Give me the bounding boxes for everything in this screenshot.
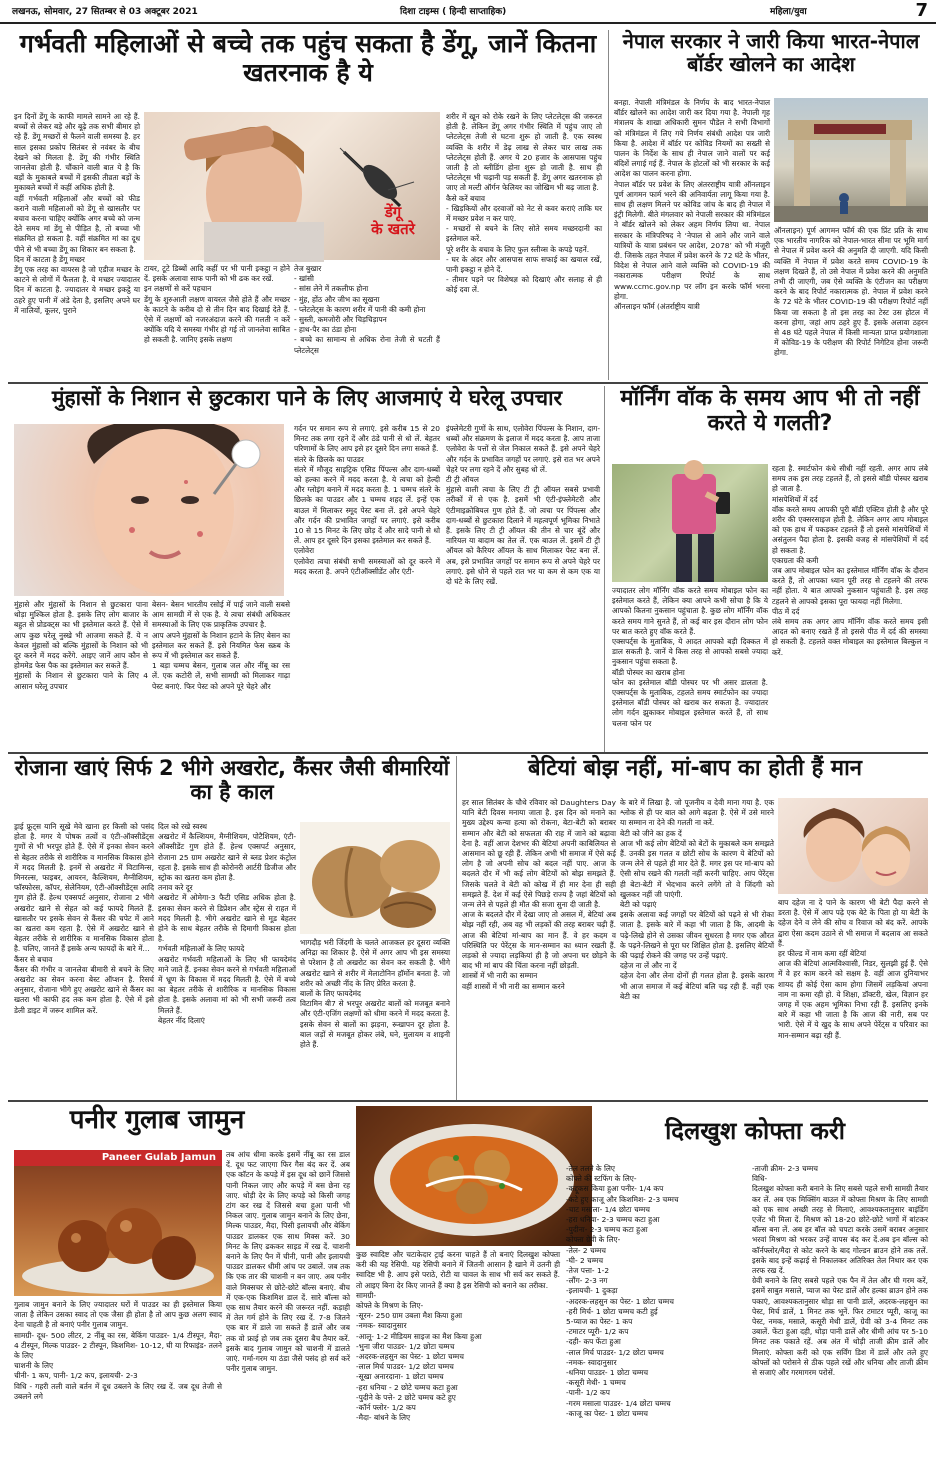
walnut-photo [300,822,450,934]
walk-column-1: ज्यादातर लोग मॉर्निंग वॉक करते समय मोबाइल फोन का इस्तेमाल करते हैं, लेकिन क्या आपने कभी सोचा है कि ये आपको कितना नुकसान पहुंचाता है. कुछ लोग मॉर्निंग वॉक करते समय गाने सुनते हैं, तो कई बार इस दौरान लोग फोन पर बात करते हुए वॉक करते हैं. एक्सपर्ट्स के मुताबिक, ये आदत आपको बड़ी दिक्कत में डाल सकती है. जानें ये किस तरह से आपको सबसे ज्यादा नुकसान पहुंचा सकता है. बॉडी पोस्चर का खराब होना फोन का इस्तेमाल बॉडी पोस्चर पर भी असर डालता है. एक्सपर्ट्स के मुताबिक, टहलते समय स्मार्टफोन का ज्यादा इस्तेमाल बॉडी पोस्चर को खराब कर सकता है. ज्यादातर लोग गर्दन झुकाकर मोबाइल इस्तेमाल करते हैं, तो साथ चलना फोन पर [612,586,768,728]
dengue-column-3: तेज बुखार - खांसी - सांस लेने में तकलीफ होना - मुंह, होंठ और जीभ का सूखना - प्लेटलेट्स के कारण शरीर में पानी की कमी होना - सुस्ती, कमजोरी और चिड़चिड़ापन - हाथ-पैर का ठंडा होना - बच्चे का सामान्य से अधिक रोना तेजी से घटती हैं प्लेटलेट्स [294,264,440,355]
walnut-illustration [300,822,450,934]
kofta-curry-photo [356,1106,592,1246]
daughters-column-3: बाप दहेज ना दे पाने के कारण भी बेटी पैदा करने से डरता है. ऐसे में आप पढ़े एक बेटे के पिता हो या बेटी के दहेज देने व लेने की सोच व रिवाज को बंद करें. आपके द्वारा ऐसा कदम उठाने से भी समाज में बदलाव आ सकते हैं. हर फील्ड में नाम कमा रहीं बेटियां आज की बेटियां आत्मविश्वासी, निडर, सुलझी हुई हैं. ऐसे में वे हर काम करने को सक्षम है. वहीं आज दुनियाभर शायद ही कोई ऐसा काम होगा जिसमें लड़कियां अपना नाम ना कमा रही हो. ये शिक्षा, डॉक्टरी, खेल, विज्ञान हर जगह में एक अहम भूमिका निभा रही हैं. इसलिए इनके बारे में कहा भी जाता है कि आज की नारी, सब पर भारी. ऐसे में ये खुद के साथ अपने पेरेंट्स व परिवार का मान-सम्मान बढ़ा रही हैं. [778,898,928,1040]
gulab-jamun-illustration [14,1166,222,1296]
pimples-headline: मुंहासों के निशान से छुटकारा पाने के लिए आजमाएं ये घरेलू उपचार [51,386,563,410]
dengue-headline: गर्भवती महिलाओं से बच्चे तक पहुंच सकता है डेंगू, जानें कितना खतरनाक है ये [19,29,597,87]
dengue-photo [144,112,440,260]
nepal-column-2: ऑनलाइन) पूर्ण आगमन फॉर्म की एक प्रिंट प्रति के साथ एक भारतीय नागरिक को नेपाल-भारत सीमा पर भूमि मार्ग से नेपाल में प्रवेश करने की अनुमति दी जाएगी. यदि किसी व्यक्ति में नेपाल में प्रवेश करते समय COVID-19 के लक्षण दिखते हैं, तो उसे नेपाल में प्रवेश करने की अनुमति तभी दी जाएगी, जब ऐसे व्यक्ति के एंटीजन का परीक्षण करने के बाद रिपोर्ट नकारात्मक हो. नेपाल में प्रवेश करने के 72 घंटे के भीतर COVID-19 की परीक्षण रिपोर्ट नहीं किया जा सकता है तो इस तरह का टेस्ट उस होटल में करना होगा, जहां आप ठहरे हुए हैं. इसके अलावा ठहरन से 48 घंटे पहले नेपाल में किसी मान्यता प्राप्त प्रयोगशाला में कोविड-19 के परीक्षण की रिपोर्ट निगेटिव होना जरूरी होगा. [774,226,928,358]
section-divider [8,1100,928,1102]
walnut-column-1: ड्राई फ्रूट्स यानि सूखे मेवे खाना हर किसी को पसंद होता है. मगर ये पोषक तत्वों व एंटी-ऑक्सीडेंट्स गुणों से भी भरपूर होते हैं. ऐसे में इनका सेवन करने से बेहतर तरीके से शारीरिक व मानसिक विकास होने में मदद मिलती है. इनमें से अखरोट में विटामिन्स, मिनरल्स, फाइबर, आयरन, कैल्शियम, मैग्नीशियम, फॉस्फोरस, कॉपर, सेलेनियम, एंटी-ऑक्सीडेंट्स आदि गुण होते हैं. हेल्थ एक्सपर्ट अनुसार, रोजाना 2 भीगे अखरोट खाने से सेहत को कई फायदे मिलते हैं. खासतौर पर इसके सेवन से कैंसर की चपेट में आने का खतरा कम रहता है. ऐसे में अखरोट खाने से बेहतर तरीके से शारीरिक व मानसिक विकास होता है. चलिए, जानते हैं इसके अन्य फायदों के बारे में... कैंसर से बचाव कैंसर की गंभीर व जानलेवा बीमारी से बचने के लिए अखरोट का सेवन करना बेस्ट ऑप्शन है. रिसर्च अनुसार, रोजाना भीगे हुए अखरोट खाने से कैंसर का खतरा भी काफी हद तक कम होता है. ऐसे में इसे डेली डाइट में जरूर शामिल करें. [14,822,154,1015]
nepal-column-1: बनहा. नेपाली मंत्रिमंडल के निर्णय के बाद भारत-नेपाल बॉर्डर खोलने का आदेश जारी कर दिया गया है. नेपाली गृह मंत्रालय के शाखा अधिकारी सुमन पौडेल ने सभी विभागों को मंत्रिमंडल में लिए गये निर्णय संबंधी आदेश पत्र जारी किया है. आदेश में बॉर्डर पर कोविड नियमों का सख्ती से पालन के निर्देश के साथ ही नेपाल जाने वालों पर कई बंदिशें लगाई गई हैं. नेपाल के होटलों को भी सरकार के कई आदेश का पालन करना होगा. नेपाल बॉर्डर पर प्रवेश के लिए अंतरराष्ट्रीय यात्री ऑनलाइन पूर्ण आगमन फार्म भरने की अनिवार्यता लागू किया गया है. साथ ही लक्षण मिलने पर कोविड जांच के बाद ही नेपाल में इंट्री मिलेगी. बीते मंगलवार को नेपाली सरकार की मंत्रिमंडल ने बॉर्डर खोलने को लेकर अहम निर्णय लिया था. नेपाल सरकार के मंत्रिपरिषद ने ‘नेपाल से आने और जाने वाले यात्रियों के यात्रा प्रबंधन पर आदेश, 2078’ को भी मंजूरी दी. जिसके तहत नेपाल में प्रवेश करने के 72 घंटे के भीतर, विदेश से नेपाल आने वाले व्यक्ति को COVID-19 की नकारात्मक परीक्षण रिपोर्ट के साथ www.ccmc.gov.np पर लॉग इन करके फॉर्म भरना होगा. ऑनलाइन फॉर्म (अंतर्राष्ट्रीय यात्री [614,98,770,312]
section-divider [8,752,928,754]
column-divider [456,756,457,1100]
woman-face-illustration [14,424,284,596]
column-divider [608,30,609,380]
paneer-column-2-top: तब आंच धीमा करके इसमें नींबू का रस डाल दें. दूध फट जाएगा फिर गैस बंद कर दें. अब एक कॉटन के कपड़े में इस दूध को छानें जिससे पानी निकल जाए और कपड़े में बस छेना रह जाए. थोड़ी देर के लिए कपड़े को किसी जगह टांग कर रख दें जिससे बचा हुआ पानी भी निकल जाए. गुलाब जामुन बनाने के लिए छेना, मिल्क पाउडर, मैदा, पिसी इलायची और बेकिंग पाउडर डालकर एक साथ मिक्स करें. 30 मिनट के लिए ढककर साइड में रख दें. चाशनी बनाने के लिए पैन में चीनी, पानी और इलायची पाउडर डालकर धीमी आंच पर उबालें. जब तक कि एक तार की चाशनी न बन जाए. अब पनीर वाले मिक्सचर से छोटे-छोटे बॉल्स बनाएं. बीच में एक-एक किशमिश डाल दें. सारे बॉल्स को एक साथ तैयार करने की जरूरत नहीं. कड़ाही में तेल गर्म होने के लिए रख दें. 7-8 जितने एक बार में डाले जा सकते हैं डालें और जब तक वो फ्राई हो जब तक दूसरा बैच तैयार करें. इसके बाद गुलाब जामुन को चाशनी में डालते जाएं. गर्मा-गरम या ठंडा जैसे पसंद हो सर्व करें पनीर गुलाब जामुन. [226,1150,350,1374]
pimples-column-3: गर्दन पर समान रूप से लगाएं. इसे करीब 15 से 20 मिनट तक लगा रहने दें और ठंडे पानी से धो लें. बेहतर परिणामों के लिए आप इसे हर दूसरे दिन लगा सकते हैं. संतरे के छिलके का पाउडर संतरे में मौजूद साइट्रिक एसिड पिंपल्स और दाग-धब्बों को हल्का करने में मदद करता है. ये त्वचा को हेल्दी और ग्लोइंग बनाने में मदद करता है. 1 चम्मच संतरे के छिलके का पाउडर और 1 चम्मच शहद लें. इन्हें एक बाउल में मिलाकर स्मूद पेस्ट बना लें. इसे अपने चेहरे और गर्दन की प्रभावित जगहों पर लगाएं. इसे करीब 10 से 15 मिनट के लिए छोड़ दें और सादे पानी से धो लें. आप हर दूसरे दिन इसका इस्तेमाल कर सकते हैं. एलोवेरा एलोवेरा त्वचा संबंधी सभी समस्याओं को दूर करने में मदद करता है. अपने एंटीऑक्सीडेंट और एंटी- [294,424,440,576]
kofta-column-1: कुछ स्वादिष्ट और चटाकेदार ट्राई करना चाहते हैं तो बनाएं दिलखुश कोफ्ता करी की यह रेसिपी. यह रेसिपी बनाने में जितनी आसान है खाने में उतनी ही स्वादिष्ट भी है. आप इसे पराठे, रोटी या चावल के साथ भी सर्व कर सकते हैं. तो आइए बिना देर किए जानते हैं क्या है इस रेसिपी को बनाने का तरीका. सामग्री- कोफ्ते के मिश्रण के लिए- -सूरन- 250 ग्राम उबला मैश किया हुआ -नमक- स्वादानुसार -आलू- 1-2 मीडियम साइज का मैश किया हुआ -भुना जीरा पाउडर- 1/2 छोटा चम्मच -अदरक-लहसुन का पेस्ट- 1 छोटा चम्मच -लाल मिर्च पाउडर- 1/2 छोटा चम्मच -सूखा अनारदाना- 1 छोटा चम्मच -हरा धनिया - 2 छोटे चम्मच कटा हुआ -पुदीने के पत्ते- 2 छोटे चम्मच कटे हुए -कॉर्न फ्लोर- 1/2 कप -मैदा- बांधने के लिए [356,1250,560,1423]
runner-illustration [612,464,768,582]
walnut-column-2: दिल को रखे स्वस्थ अखरोट में कैल्शियम, मैग्नीशियम, पोटैशियम, एंटी-ऑक्सीडेंट गुण होते हैं. हेल्थ एक्सपर्ट अनुसार, रोजाना 25 ग्राम अखरोट खाने से ब्लड प्रेशर कंट्रोल रहता है. इसके साथ ही कोरोनरी आर्टरी डिजीज और स्ट्रोक का खतरा कम होता है. तनाव करे दूर अखरोट में ओमेगा-3 फैटी एसिड अधिक होता है. इसका सेवन करने से डिप्रेशन और स्ट्रेस से राहत में मदद मिलती है. भीगे अखरोट खाने से मूड बेहतर होने के साथ बेहतर तरीके से दिमागी विकास होता है. गर्भवती महिलाओं के लिए फायदे अखरोट गर्भवती महिलाओं के लिए भी फायदेमंद माने जाते हैं. इनका सेवन करने से गर्भवती महिलाओं में भ्रूण के विकास में मदद मिलती है. ऐसे में बच्चे का बेहतर तरीके से शारीरिक व मानसिक विकास होता है. इसके अलावा मां को भी सभी जरूरी तत्व मिलते हैं. बेहतर नींद दिलाएं [158,822,296,1025]
kofta-column-2: -तेल तलने के लिए कोफ्ते की स्टफिंग के लिए- -कद्दूकस किया हुआ पनीर- 1/4 कप -कटे हुए काजू और किशमिश- 2-3 चम्मच -चाट मसाला- 1/4 छोटा चम्मच -हरा धनिया- 2-3 चम्मच कटा हुआ -पुदीना- 2-3 चम्मच कटा हुआ कोफ्ता ग्रेवी के लिए- -तेल- 2 चम्मच -घी- 2 चम्मच -तेज पत्ता- 1-2 -लौंग- 2-3 नग -इलायची- 1 दुकड़ा -अदरक-लहसुन का पेस्ट- 1 छोटा चम्मच -हरी मिर्च- 1 छोटा चम्मच कटी हुई 5-प्याज का पेस्ट- 1 कप -टमाटर प्यूरी- 1/2 कप -दही- कप फेंटा हुआ -लाल मिर्च पाउडर- 1/2 छोटा चम्मच -नमक- स्वादानुसार -धनिया पाउडर- 1 छोटा चम्मच -कसूरी मेथी- 1 चम्मच -पानी- 1/2 कप -गरम मसाला पाउडर- 1/4 छोटा चम्मच -काजू का पेस्ट- 1 छोटा चम्मच [566,1164,679,1418]
paneer-column-1: गुलाब जामुन बनाने के लिए ज्यादातर घरों में पाउडर का ही इस्तेमाल किया जाता है लेकिन उसका स्वाद तो एक जैसा ही होता है तो आप कुछ अलग स्वाद देना चाहती है तो बनाएं पनीर गुलाब जामुन. सामग्री- दूध- 500 लीटर, 2 नींबू का रस, बेकिंग पाउडर- 1/4 टीस्पून, मैदा- 4 टीस्पून, मिल्क पाउडर- 2 टीस्पून, किशमिश- 10-12, घी या रिफाइंड- तलने के लिए चाशनी के लिए चीनी- 1 कप, पानी- 1/2 कप, इलायची- 2-3 विधि - गहरी तली वाले बर्तन में दूध उबलने के लिए रख दें. जब दूध तेजी से उबलने लगे [14,1300,222,1401]
dengue-column-1: इन दिनों डेंगू के काफी मामले सामने आ रहे हैं. बच्चों से लेकर बड़े और बूढ़े तक सभी बीमार हो रहे हैं. डेंगू मच्छरों से फैलने वाली समस्या है. हर साल इसका प्रकोप सितंबर से नवंबर के बीच देखने को मिलता है. डेंगू की गंभीर स्थिति जानलेवा होती है. चौंकाने वाली बात ये है कि बड़ों के मुकाबले बच्चों में इसकी तीव्रता बड़ों के मुकाबले बच्चों में कहीं अधिक होती है. वहीं गर्भवती महिलाओं और बच्चों को फीड कराने वाली महिलाओं को डेंगू से खासतौर पर बचाव करना चाहिए क्योंकि अगर बच्चे को जन्म देते समय मां डेंगू से पीड़ित है, तो बच्चा भी संक्रमित हो सकता है. वहीं संक्रमित मां का दूध पीने से भी बच्चा डेंगू का शिकार बन सकता है. दिन में काटता है डेंगू मच्छर डेंगू एक तरह का वायरस है जो एडीज मच्छर के काटने से लोगों में फैलता है. ये मच्छर ज्यादातर दिन में काटता है. ज्यादातर ये मच्छर इकट्ठे या ठहरे हुए पानी में अंडे देता है, इसलिए अपने घर में नालियों, कूलर, पुराने [14,112,140,315]
border-gate-photo [774,98,928,222]
kofta-column-3: -ताजी क्रीम- 2-3 चम्मच विधि- दिलखुश कोफ्ता करी बनाने के लिए सबसे पहले सभी सामग्री तैयार कर लें. अब एक मिक्सिंग बाउल में कोफ्ता मिश्रण के लिए सामग्री को एक साथ अच्छी तरह से मिलाएं, आवश्यकतानुसार बाइंडिंग एजेंट भी मिला दें. मिश्रण को 18-20 छोटे-छोटे भागों में बांटकर बॉल्स बना लें. अब हर बॉल को चपटा करके उसमें बराबर अनुसार भरवां मिश्रण को भरकर उन्हें वापस बंद कर दें.अब इन बॉल्स को कॉर्नफ्लोर/मैदा से कोट करने के बाद गोल्डन ब्राउन होने तक तलें. इसके बाद इन्हें कढ़ाई से निकालकर अतिरिक्त तेल निथार कर एक तरफ रख दें. ग्रेवी बनाने के लिए सबसे पहले एक पैन में तेल और घी गरम करें, इसमें साबुत मसाले, प्याज का पेस्ट डालें और हल्का ब्राउन होने तक पकाएं, आवश्यकतानुसार थोड़ा सा पानी डालें, अदरक-लहसुन का पेस्ट, मिर्च डालें, 1 मिनट तक भूनें. फिर टमाटर प्यूरी, काजू का पेस्ट, नमक, मसाले, कसूरी मेथी डालें, ग्रेवी को 3-4 मिनट तक उबालें. फेंटा हुआ दही, थोड़ा पानी डालें और धीमी आंच पर 5-10 मिनट तक पकाते रहें. अब अंत में थोड़ी ताजी क्रीम डालें और मिलाएं. कोफ्ता करी को एक सर्विंग डिश में डालें और तले हुए कोफ्तों को परोसने से ठीक पहले रखें और धनिया और ताजी क्रीम से सजाएं और गरमागरम परोसें. [752,1164,928,1378]
daughters-column-1: हर साल सितंबर के चौथे रविवार को Daughters Day यानि बेटी दिवस मनाया जाता है. इस दिन को मनाने का मुख्य उद्देश्य कन्या हत्या को रोकना, बेटा-बेटी को बराबर सम्मान और बेटी को सफलता की राह में जाने को बढ़ावा देना है. वहीं आज देशभर की बेटियां अपनी काबिलियत से आसमान को छू रही हैं. लेकिन अभी भी समाज में ऐसे कई लोग है जो अपनी सोच को बदल नहीं पाए. आज के बदलते दौर में भी कई लोग बेटियों को बोझ समझते हैं. जिसके चलते वे बेटी को कोख में ही मार देना ही सही समझते हैं. देश में कई ऐसे पिछड़े राज्य है जहां बेटियों को जन्म लेने से पहले ही मौत की सजा सुना दी जाती है. आज के बदलते दौर में देखा जाए तो असल में, बेटियां अब बोझ नहीं रही, अब वह भी लड़कों की तरह बराबर चढ़ी हैं. आज की बेटियां मां-बाप का मान हैं. वे हर कदम व परिस्थिति पर पेरेंट्स के मान-सम्मान का ध्यान रखती हैं. लड़को से ज्यादा लड़कियां ही है जो अपना घर छोड़ने के बाद भी मां बाप की चिंता करना नहीं छोड़ती. शास्त्रों में भी नारी का सम्मान वहीं शास्त्रों में भी नारी का सम्मान करने [462,798,616,991]
page-number: 7 [915,0,928,21]
walnut-headline: रोजाना खाएं सिर्फ 2 भीगे अखरोट, कैंसर जैसी बीमारियों का है काल [14,756,450,805]
walk-column-2: रहता है. स्मार्टफोन कंधे सीधी नहीं रहती. अगर आप लंबे समय तक इस तरह टहलते हैं, तो इससे बॉडी पोस्चर खराब हो जाता है. मांसपेशियों में दर्द वॉक करते समय आपकी पूरी बॉडी एक्टिव होती है और पूरे शरीर की एक्सरसाइज होती है. लेकिन अगर आप मोबाइल को एक हाथ में पकड़कर टहलते हैं तो इससे मांसपेशियों में असंतुलन पैदा होता है. इसकी वजह से मांसपेशियों में दर्द हो सकता है. एकाग्रता की कमी जब आप मोबाइल फोन का इस्तेमाल मॉर्निंग वॉक के दौरान करते हैं, तो आपका ध्यान पूरी तरह से टहलने की तरफ नहीं होता. ये बात आपको नुकसान पहुंचाती है. इस तरह टहलने से आपको इसका पूरा फायदा नहीं मिलेगा. पीठ में दर्द लंबे समय तक अगर आप मॉर्निंग वॉक करते समय इसी आदत को बनाए रखते हैं तो इससे पीठ में दर्द की समस्या हो सकती है. टहलते वक्त मोबाइल का इस्तेमाल बिल्कुल न करें. [772,464,928,657]
border-gate-illustration [774,98,928,222]
kofta-headline: दिलखुश कोफ्ता करी [665,1117,845,1145]
column-divider [604,386,605,752]
section-divider [8,382,928,384]
mother-daughter-illustration [778,798,928,894]
masthead-paper-name: दिशा टाइम्स ( हिन्दी साप्ताहिक) [400,7,507,17]
dengue-column-4: शरीर में खून को रोके रखने के लिए प्लेटलेट्स की जरूरत होती है. लेकिन डेंगू अगर गंभीर स्थिति में पहुंच जाए तो प्लेटलेट्स तेजी से घटना शुरू हो जाती है. एक स्वस्थ व्यक्ति के शरीर में डेढ़ लाख से लेकर चार लाख तक प्लेटलेट्स होती हैं. अगर ये 20 हजार के आसपास पहुंच जाती है तो ब्लीडिंग होना शुरू हो जाती है. साथ ही प्लेटलेट्स भी चढ़ानी पड़ सकती हैं. डेंगू अगर खतरनाक हो जाए तो मल्टी ऑर्गन फेलियर का जोखिम भी बढ़ जाता है. कैसे करें बचाव - खिड़कियों और दरवाजों को नेट से कवर कराएं ताकि घर में मच्छर प्रवेश न कर पाएं. - मच्छरों से बचने के लिए सोते समय मच्छरदानी का इस्तेमाल करें. पूरे शरीर के बचाव के लिए फुल स्लीव्स के कपड़े पहनें. - घर के अंदर और आसपास साफ सफाई का खयाल रखें, पानी इकट्ठा न होने दें. - तीमार पड़ने पर विशेषज्ञ को दिखाएं और सलाह से ही कोई दवा लें. [446,112,602,295]
morning-walk-photo [612,464,768,582]
kofta-curry-illustration [356,1106,592,1246]
masthead-section: महिला/युवा [770,7,807,17]
nepal-headline: नेपाल सरकार ने जारी किया भारत-नेपाल बॉर्डर खोलने का आदेश [622,29,920,76]
gulab-jamun-photo [14,1150,222,1296]
masthead [0,0,936,24]
daughters-column-2: के बारे में लिखा है. जो पूजनीय व देवी माना गया है. एक श्लोक से ही पर बात को आगे बढ़ता है. ऐसे में उसे मारने या सम्मान ना देने की गलती ना करें. बेटी को जीने का हक दें आज भी कई लोग बेटियों को बेटों के मुकाबले कम समझते हैं. उनकी इस गलत व छोटी सोच के कारण ये बेटियों को जन्म लेने से पहले ही मार देते हैं. मगर इस पर मां-बाप को ऐसी सोच रखने की गलती नहीं करनी चाहिए. आप पेरेंट्स ही बेटा-बेटी में भेदभाव करने लगेंगे तो वे जिंदगी को खुलकर नहीं जी पाएंगी. बेटी को पढ़ाएं इसके अलावा कई जगहों पर बेटियों को पढ़ने से भी रोका जाता है. इसके बारे में कहा भी जाता है कि, आदमी के पढ़े-लिखे होने से उसका जीवन सुधरता है मगर एक औरत के पढ़ने-लिखने से पूरा घर शिक्षित होता है. इसलिए बेटियों की पढ़ाई रोकने की जगह पर उन्हें पढ़ाएं. दहेज ना लें और ना दें दहेज देना और लेना दोनों ही गलत होता है. इसके कारण भी आज समाज में कई बेटियां बलि चढ़ रही हैं. वहीं एक बेटी का [620,798,774,1001]
dengue-image-caption: डेंगू के खतरे [371,203,415,238]
pimples-column-1: मुंहासे और मुंहासों के निशान से छुटकारा पाना थोड़ा मुश्किल होता है. इसके लिए लोग बाजार के बहुत से प्रोडक्ट्स का भी इस्तेमाल करते हैं. ऐसे में आप कुछ घरेलू नुस्खे भी आजमा सकते हैं. ये न केवल मुंहासों को बल्कि मुंहासों के निशान को भी दूर करने में मदद करेंगे. आइए जानें आप कौन से होममेड फेस पैक का इस्तेमाल कर सकते हैं. मुंहासों के निशान से छुटकारा पाने के लिए 4 आसान घरेलू उपचार [14,600,148,691]
dengue-column-2: टायर, टूटे डिब्बों आदि कहीं पर भी पानी इकट्ठा न होने दें. इसके अलावा साफ पानी को भी ढक कर रखें. इन लक्षणों से करें पहचान डेंगू के शुरुआती लक्षण वायरल जैसे होते हैं और मच्छर के काटने के करीब दो से तीन दिन बाद दिखाई देते हैं. ऐसे में लक्षणों को नजरअंदाज करने की गलती न करें क्योंकि यदि ये समस्या गंभीर हो गई तो जानलेवा साबित हो सकती है. जानिए इसके लक्षण [144,264,290,345]
paneer-headline: पनीर गुलाब जामुन [69,1105,245,1135]
walnut-column-3: भागदौड़ भरी जिंदगी के चलते आजकल हर दूसरा व्यक्ति अनिद्रा का शिकार है. ऐसे में अगर आप भी इस समस्या से परेशान है तो अखरोट का सेवन कर सकती है. भीगे अखरोट खाने से शरीर में मेलाटोनिन हॉर्मोन बनता है. जो शरीर को अच्छी नींद के लिए प्रेरित करता है. बालों के लिए फायदेमंद विटामिन बी7 से भरपूर अखरोट बालों को मजबूत बनाने और एंटी-एजिंग लक्षणों को धीमा करने में मदद करता है. इसके सेवन से बालों का झड़ना, रूखापन दूर होता है. बाल जड़ों से मजबूत होकर लंबे, घने, मुलायम व शाइनी होते हैं. [300,938,450,1050]
mother-daughter-photo [778,798,928,894]
pimples-column-2: बेसन- बेसन भारतीय रसोई में पाई जाने वाली सबसे आम सामग्री में से एक है. ये त्वचा संबंधी अधिकतर समस्याओं के लिए एक प्राकृतिक उपचार है. आप अपने मुंहासों के निशान हटाने के लिए बेसन का इस्तेमाल कर सकते हैं. इसे नियमित फेस स्क्रब के रूप में भी इस्तेमाल कर सकते हैं. 1 बड़ा चम्मच बेसन, गुलाब जल और नींबू का रस लें. एक कटोरी लें, सभी सामग्री को मिलाकर गाढ़ा पेस्ट बनाएं. फिर पेस्ट को अपने पूरे चेहरे और [152,600,291,691]
daughters-headline: बेटियां बोझ नहीं, मां-बाप का होती हैं मान [528,756,862,781]
gulab-jamun-image-label: Paneer Gulab Jamun [14,1150,222,1166]
walk-headline: मॉर्निंग वॉक के समय आप भी तो नहीं करते ये गलती? [620,386,920,437]
pimples-column-4: इंफ्लेमेटरी गुणों के साथ, एलोवेरा पिंपल्स के निशान, दाग-धब्बों और संक्रमण के इलाज में मदद करता है. आप ताजा एलोवेरा के पत्तों से जेल निकाल सकते हैं. इसे अपने चेहरे और गर्दन के प्रभावित जगहों पर लगाएं. इसे रात भर अपने चेहरे पर लगा रहने दें और सुबह धो लें. टी ट्री ऑयल मुंहासे वाली त्वचा के लिए टी ट्री ऑयल सबसे प्रभावी तरीकों में से एक है. इसमें भी एंटी-इंफ्लेमेटरी और एंटीमाइक्रोबियल गुण होते हैं. जो त्वचा पर पिंपल्स और दाग-धब्बों से छुटकारा दिलाने में महत्वपूर्ण भूमिका निभाते हैं. इसके लिए टी ट्री ऑयल की तीन से चार बूंदें और नारियल या बादाम का तेल लें. एक बाउल लें. इसमें टी ट्री ऑयल को कैरियर ऑयल के साथ मिलाकर पेस्ट बना लें. अब, इसे प्रभावित जगहों पर समान रूप से अपने चेहरे पर लगाएं. इसे धोने से पहले रात भर या कम से कम एक या दो घंटे के लिए रखें. [446,424,600,587]
face-photo [14,424,284,596]
masthead-date: लखनऊ, सोमवार, 27 सितम्बर से 03 अक्टूबर 2021 [12,7,198,17]
